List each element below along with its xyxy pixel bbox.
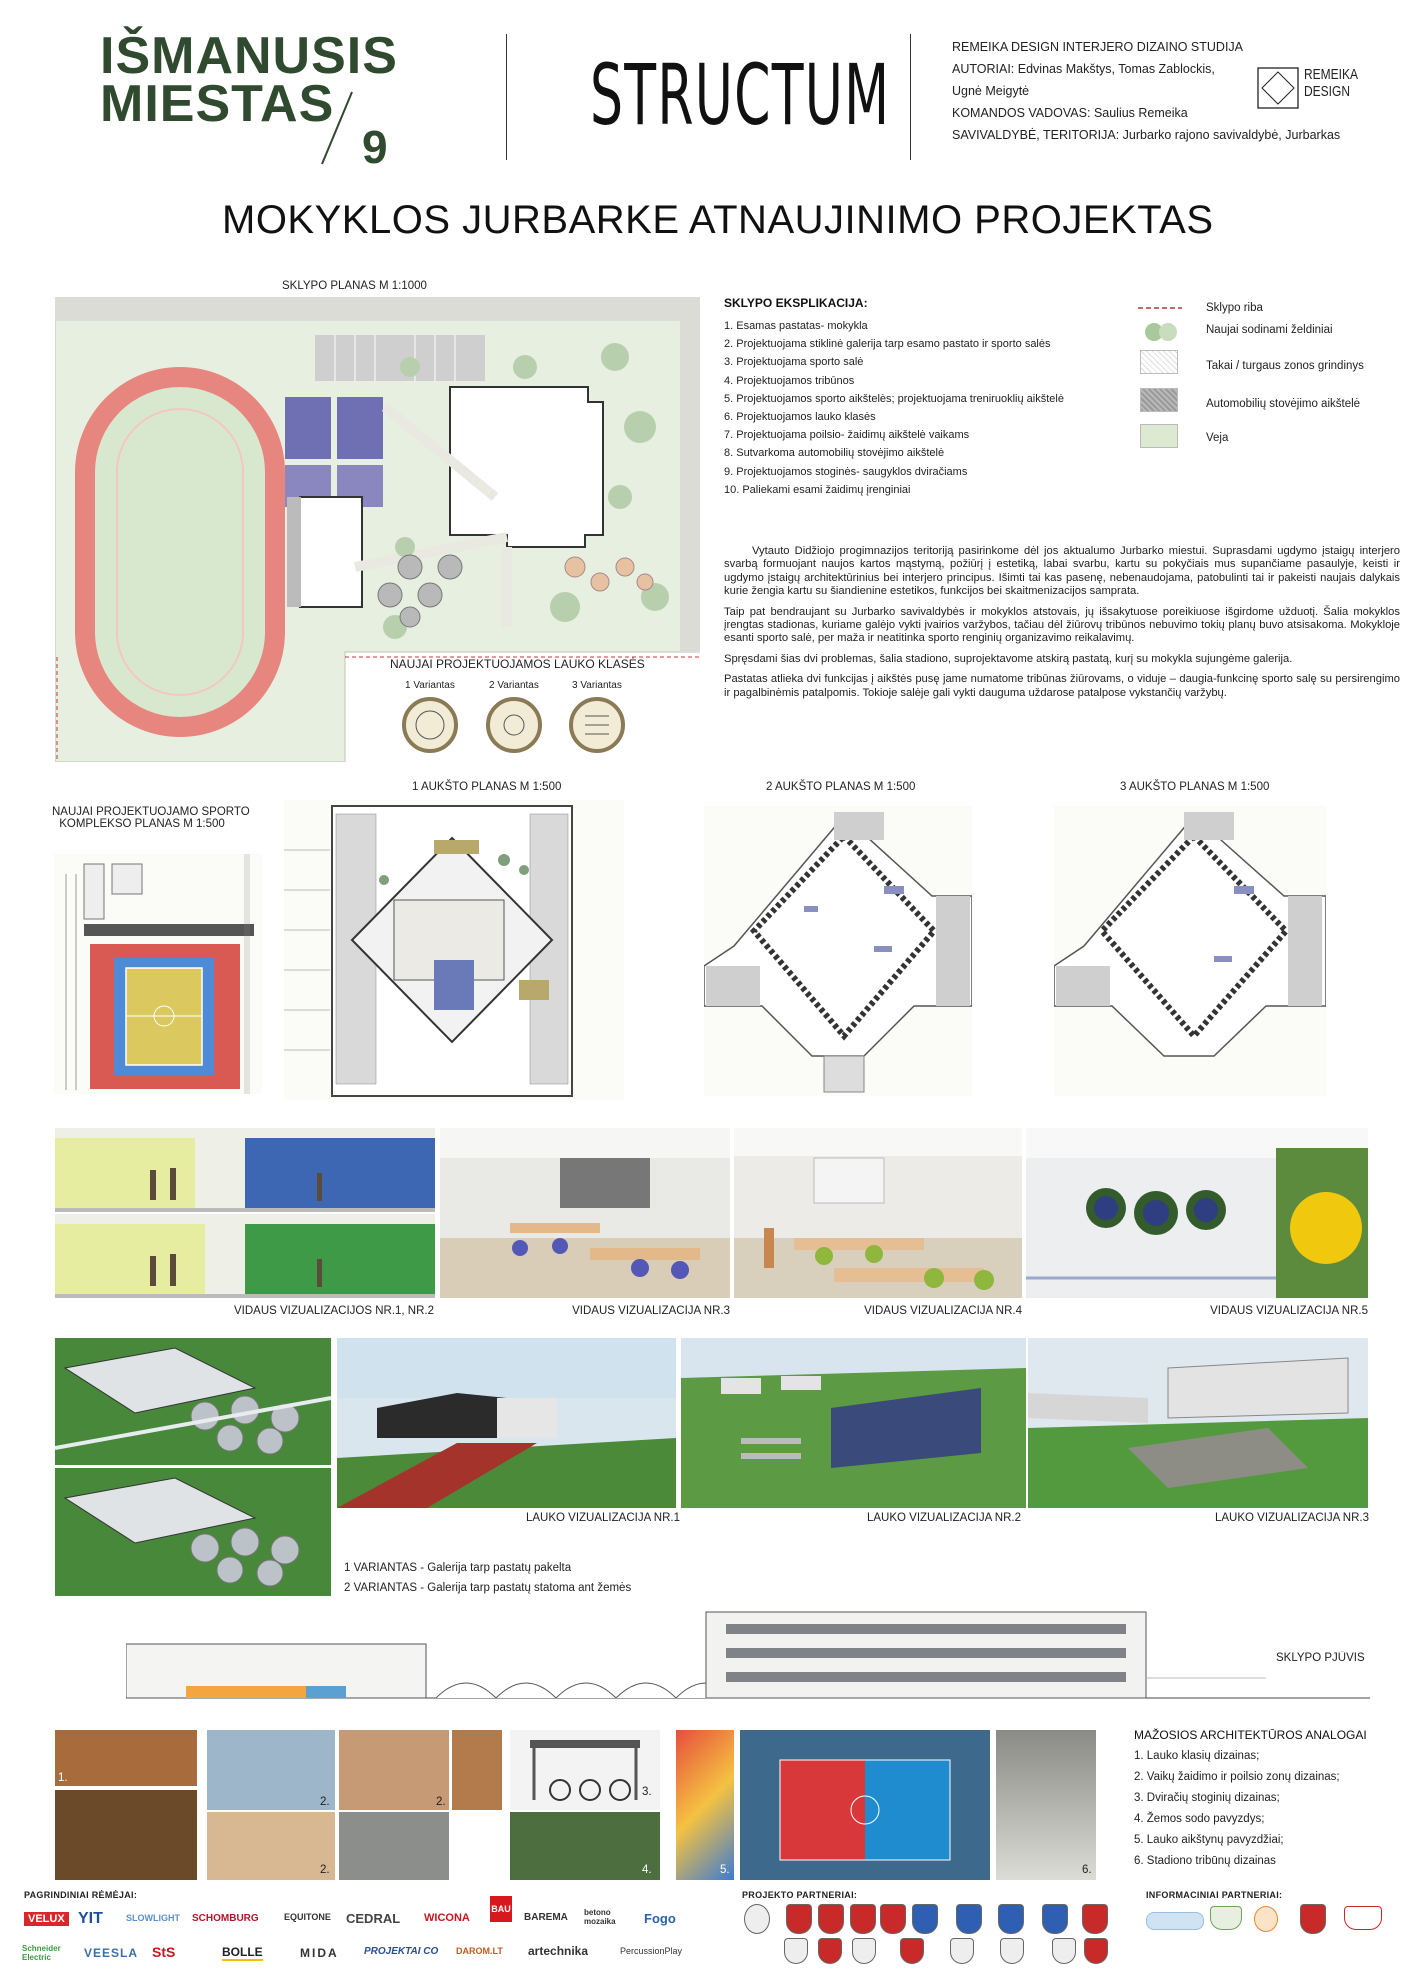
plantings-swatch [1144, 320, 1180, 344]
sponsor-logo-fogo: Fogo [644, 1911, 676, 1926]
remeika-logo-mark [1256, 66, 1302, 112]
partner-coat-of-arms [1052, 1938, 1076, 1964]
partner-coat-of-arms [744, 1904, 770, 1934]
interior-visualization-3 [440, 1128, 730, 1298]
sponsor-logo-slowlight: SLOWLIGHT [126, 1913, 180, 1923]
explication-item: 8. Sutvarkoma automobilių stovėjimo aikštelė [724, 447, 945, 460]
brand-line-1: IŠMANUSIS [100, 27, 398, 85]
explication-item: 5. Projektuojamos sporto aikštelės; projektuojama treniruoklių aikštelė [724, 392, 1064, 405]
sponsor-logo-wicona: WICONA [424, 1912, 470, 1924]
explication-item: 3. Projektuojama sporto salė [724, 356, 864, 369]
variant-1-note: 1 VARIANTAS - Galerija tarp pastatų pakelta [344, 1562, 572, 1574]
site-plan-drawing [55, 297, 700, 762]
explication-item: 9. Projektuojamos stoginės- saugyklos dviračiams [724, 465, 968, 478]
exterior-visualization-2 [681, 1338, 1026, 1508]
outdoor-class-variants [400, 694, 640, 756]
analogs-list [1134, 1746, 1340, 1872]
analog-number: 1. [58, 1772, 68, 1784]
analog-photo-playground-1 [207, 1730, 335, 1810]
sponsor-logo-sts: StS [152, 1944, 176, 1960]
interior-visualization-4 [734, 1128, 1022, 1298]
explication-item: 10. Paliekami esami žaidimų įrenginiai [724, 483, 911, 496]
exterior-caption-2: LAUKO VIZUALIZACIJA NR.2 [866, 1512, 1021, 1524]
analog-photo-garden [510, 1812, 660, 1880]
analog-photo-bike-shelter [510, 1730, 660, 1810]
partner-coat-of-arms [818, 1938, 842, 1964]
sponsor-logo-bolle: BOLLE [222, 1945, 263, 1959]
lawn-swatch [1140, 424, 1178, 448]
analog-photo-mural [676, 1730, 734, 1880]
partner-coat-of-arms [880, 1904, 906, 1934]
sponsor-logo-artechnika: artechnika [528, 1944, 589, 1958]
interior-visualization-1 [55, 1128, 435, 1212]
legend [1138, 298, 1398, 458]
partner-coat-of-arms [1082, 1904, 1108, 1934]
analog-number: 6. [1082, 1864, 1092, 1876]
remeika-logo-text: REMEIKA DESIGN [1304, 66, 1359, 100]
gallery-variant-1-render [55, 1338, 331, 1465]
interior-caption-3: VIDAUS VIZUALIZACIJA NR.3 [572, 1305, 730, 1317]
description-paragraph: Vytauto Didžiojo progimnazijos teritoriją pasirinkome dėl jos aktualumo Jurbarko miestui. Suprasdami ugdymo įstaigų interjero svarbą formuojant naujos kartos mąstymą, požiūrį į estetiką, labai svarbu, kartu su pokyčiais mus supančiame pasaulyje, keisti ir ugdymo įstaigų architektūrinius bei interjero principus. Išimti tai kas pasenę, nebenaudojama, patobulinti tai ir pakeisti naujais dalykais kurie žengia kartu su šiandienine estetikos, funkcijos bei skaitmenizacijos samprata. [724, 545, 1400, 598]
sponsor-logo-yit: YIT [78, 1910, 103, 1927]
sponsor-logo-veesla: VEESLA [84, 1946, 139, 1960]
leader-line: KOMANDOS VADOVAS: Saulius Remeika [952, 106, 1188, 120]
analog-number: 3. [642, 1786, 652, 1798]
partner-coat-of-arms [912, 1904, 938, 1934]
main-sponsors-title: PAGRINDINIAI RĖMĖJAI: [24, 1890, 138, 1900]
legend-item: Takai / turgaus zonos grindinys [1206, 360, 1364, 372]
info-partner-logo [1300, 1904, 1326, 1934]
description-paragraph: Pastatas atlieka dvi funkcijas į aikštės pusę jame numatome tribūnas žiūrovams, o viduje – daugia-funkcinę sporto salę su persirengimo ir pagalbinėmis patalpomis. Tokioje salėje gali vykti dauguma uždarose patalpose vykstančių varžybų. [724, 673, 1400, 699]
exterior-visualization-1 [337, 1338, 676, 1508]
analog-photo-outdoor-class-1 [55, 1730, 197, 1786]
analog-number: 4. [642, 1864, 652, 1876]
partner-coat-of-arms [1042, 1904, 1068, 1934]
partner-coat-of-arms [818, 1904, 844, 1934]
sponsor-logo-percussionplay: PercussionPlay [620, 1946, 683, 1956]
sponsor-logo-schneider: Schneider Electric [22, 1944, 61, 1962]
interior-caption-1: VIDAUS VIZUALIZACIJOS NR.1, NR.2 [233, 1305, 434, 1317]
partner-coat-of-arms [900, 1938, 924, 1964]
legend-item: Sklypo riba [1206, 302, 1263, 314]
sponsor-logo-projektai: PROJEKTAI CO [364, 1946, 439, 1957]
variant-2-note: 2 VARIANTAS - Galerija tarp pastatų statoma ant žemės [344, 1582, 632, 1594]
remeika-logo [1256, 64, 1359, 120]
info-partner-logo [1254, 1906, 1278, 1932]
interior-caption-5: VIDAUS VIZUALIZACIJA NR.5 [1210, 1305, 1368, 1317]
info-partner-logo [1210, 1906, 1242, 1930]
header-divider-1 [506, 34, 507, 160]
sponsor-logo-barema: BAREMA [524, 1912, 568, 1923]
analog-number: 2. [436, 1796, 446, 1808]
partner-coat-of-arms [956, 1904, 982, 1934]
brand-line-2: MIESTAS [100, 75, 335, 133]
interior-visualization-5 [1026, 1128, 1368, 1298]
description-paragraph: Spręsdami šias dvi problemas, šalia stadiono, suprojektavome atskirą pastatą, kurį su mokykla sujungėme galerija. [724, 652, 1293, 665]
sponsor-logo-betono-mozaika: betono mozaika [584, 1908, 616, 1926]
analog-photo-stadium-stands [996, 1730, 1096, 1880]
parking-swatch [1140, 388, 1178, 412]
explication-item: 2. Projektuojama stiklinė galerija tarp esamo pastato ir sporto salės [724, 338, 1051, 351]
partner-coat-of-arms [998, 1904, 1024, 1934]
analog-number: 5. [720, 1864, 730, 1876]
explication-item: 6. Projektuojamos lauko klasės [724, 411, 876, 424]
floor2-caption: 2 AUKŠTO PLANAS M 1:500 [766, 781, 916, 793]
legend-item: Naujai sodinami želdiniai [1206, 324, 1333, 336]
authors-line-2: Ugnė Meigytė [952, 84, 1030, 98]
analog-number: 2. [320, 1864, 330, 1876]
analog-photo-playground-5 [452, 1730, 502, 1810]
brand-slash-mark [318, 88, 358, 168]
partner-coat-of-arms [950, 1938, 974, 1964]
analog-item: 2. Vaikų žaidimo ir poilsio zonų dizainas; [1134, 1771, 1340, 1783]
site-plan-caption: SKLYPO PLANAS M 1:1000 [282, 280, 427, 292]
legend-item: Automobilių stovėjimo aikštelė [1206, 398, 1361, 410]
structum-logo: STRUCTUM [590, 46, 891, 144]
exterior-visualization-3 [1028, 1338, 1368, 1508]
site-section-drawing [126, 1610, 1370, 1702]
exterior-caption-3: LAUKO VIZUALIZACIJA NR.3 [1214, 1512, 1369, 1524]
analog-number: 2. [320, 1796, 330, 1808]
explication-title: SKLYPO EKSPLIKACIJA: [724, 296, 868, 310]
variant-label-1: 1 Variantas [405, 680, 455, 691]
exterior-caption-1: LAUKO VIZUALIZACIJA NR.1 [525, 1512, 680, 1524]
sport-plan-caption: NAUJAI PROJEKTUOJAMO SPORTO KOMPLEKSO PLANAS M 1:500 [52, 806, 250, 830]
description-paragraph: Taip pat bendraujant su Jurbarko savivaldybės ir mokyklos atstovais, jų išsakytuose poreikiuose išgirdome užduotį. Šalia mokyklos įrengtas stadionas, kuriame galėjo vykti įvairios varžybos, tačiau dėl žiūrovų tribūnos nebuvimo tokių planų buvo atsisakoma. Mokykloje esanti sporto salė, per maža ir neatitinka sporto renginių organizavimo reikalavimų. [724, 605, 1400, 645]
header-divider-2 [910, 34, 911, 160]
analog-item: 4. Žemos sodo pavyzdys; [1134, 1813, 1265, 1825]
analog-photo-outdoor-class-2 [55, 1790, 197, 1880]
brand-number: 9 [362, 121, 388, 173]
sponsor-logo-mida: MIDA [300, 1946, 339, 1960]
sponsor-logo-bau: BAU [490, 1896, 512, 1922]
project-description [724, 545, 1400, 707]
studio-name: REMEIKA DESIGN INTERJERO DIZAINO STUDIJA [952, 40, 1244, 54]
partner-coat-of-arms [786, 1904, 812, 1934]
explication-item: 1. Esamas pastatas- mokykla [724, 320, 868, 332]
analog-photo-playground-2 [207, 1812, 335, 1880]
floor2-plan [704, 806, 972, 1096]
explication-item: 7. Projektuojama poilsio- žaidimų aikštelė vaikams [724, 429, 970, 442]
sponsor-logo-equitone: EQUITONE [284, 1912, 331, 1922]
explication-item: 4. Projektuojamos tribūnos [724, 374, 855, 387]
analog-photo-playground-3 [339, 1730, 449, 1810]
page-title: MOKYKLOS JURBARKE ATNAUJINIMO PROJEKTAS [222, 198, 1214, 242]
analog-item: 3. Dviračių stoginių dizainas; [1134, 1792, 1280, 1804]
sport-complex-plan [54, 854, 262, 1094]
sponsor-logo-velux: VELUX [24, 1912, 69, 1926]
paving-swatch [1140, 350, 1178, 374]
boundary-line-swatch [1138, 306, 1182, 310]
authors-line: AUTORIAI: Edvinas Makštys, Tomas Zablockis, [952, 62, 1215, 76]
analogs-title: MAŽOSIOS ARCHITEKTŪROS ANALOGAI [1134, 1728, 1367, 1742]
analog-photo-playground-4 [339, 1812, 449, 1880]
section-caption: SKLYPO PJŪVIS [1276, 1652, 1365, 1664]
analog-item: 5. Lauko aikštynų pavyzdžiai; [1134, 1834, 1284, 1846]
interior-visualization-2 [55, 1214, 435, 1298]
partner-coat-of-arms [850, 1904, 876, 1934]
floor3-caption: 3 AUKŠTO PLANAS M 1:500 [1120, 781, 1270, 793]
variant-label-2: 2 Variantas [489, 680, 539, 691]
sponsor-logo-schomburg: SCHOMBURG [192, 1913, 259, 1924]
sponsor-logo-darom: DAROM.LT [456, 1946, 503, 1956]
info-partner-logo [1344, 1906, 1382, 1930]
outdoor-classes-title: NAUJAI PROJEKTUOJAMOS LAUKO KLASĖS [390, 657, 645, 671]
gallery-variant-2-render [55, 1468, 331, 1596]
info-partners-title: INFORMACINIAI PARTNERIAI: [1146, 1890, 1283, 1900]
explication-list [724, 317, 1064, 499]
interior-caption-4: VIDAUS VIZUALIZACIJA NR.4 [864, 1305, 1022, 1317]
partner-coat-of-arms [1084, 1938, 1108, 1964]
info-partner-logo [1146, 1912, 1204, 1930]
floor1-plan [284, 800, 624, 1100]
analog-item: 1. Lauko klasių dizainas; [1134, 1750, 1260, 1762]
project-partners-title: PROJEKTO PARTNERIAI: [742, 1890, 858, 1900]
floor3-plan [1054, 806, 1326, 1096]
analog-photo-sports-court [740, 1730, 990, 1880]
municipality-line: SAVIVALDYBĖ, TERITORIJA: Jurbarko rajono savivaldybė, Jurbarkas [952, 128, 1341, 142]
partner-coat-of-arms [784, 1938, 808, 1964]
legend-item: Veja [1206, 432, 1229, 444]
partner-coat-of-arms [852, 1938, 876, 1964]
partner-coat-of-arms [1000, 1938, 1024, 1964]
floor1-caption: 1 AUKŠTO PLANAS M 1:500 [412, 781, 562, 793]
sponsor-logo-cedral: CEDRAL [346, 1911, 401, 1926]
variant-label-3: 3 Variantas [572, 680, 622, 691]
analog-item: 6. Stadiono tribūnų dizainas [1134, 1855, 1276, 1867]
